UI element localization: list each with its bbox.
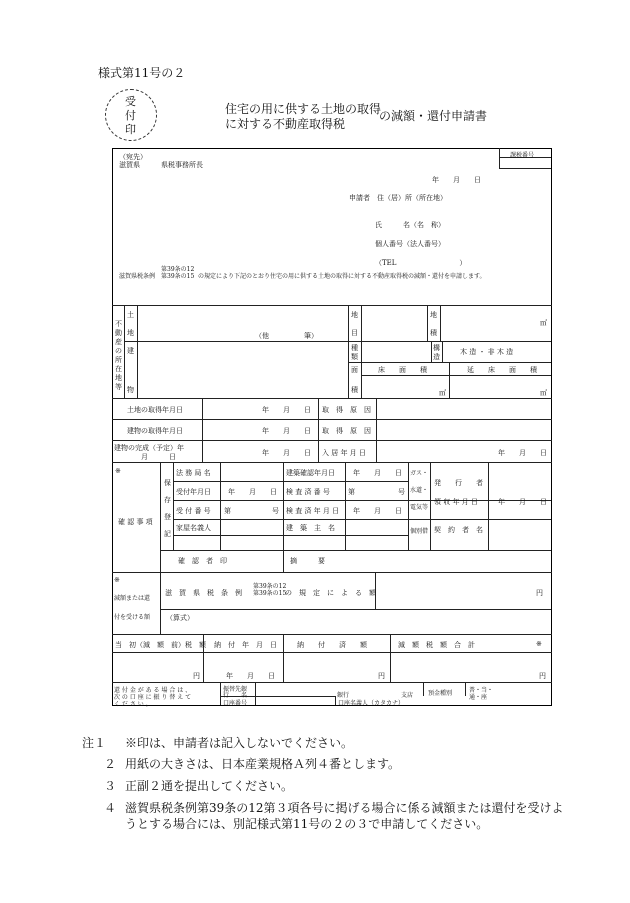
note-3-text: 正副２通を提出してください。 [125, 779, 294, 793]
deposit-opts-2: 通・座 [469, 694, 488, 701]
owner-label: 家屋名義人 [176, 524, 211, 532]
note-4-text-cont: うとする場合には、別記様式第11号の２の３で申請してください。 [125, 817, 489, 831]
summary-yen-1: 円 [193, 672, 200, 680]
summary-label: 摘 要 [290, 557, 325, 565]
note-3-num: ３ [104, 779, 117, 793]
reduction-label-2: 付を受ける額 [114, 614, 151, 621]
summary-col-3: 納 付 済 額 [297, 641, 367, 649]
land-label-1: 土 [127, 311, 134, 319]
land-area-unit: ㎡ [540, 319, 547, 327]
addressee-2: 滋賀県 県税事務所長 [119, 161, 203, 169]
ordinance-articles: 第39条の12 第39条の15 [161, 266, 195, 280]
bldg-type-1: 種 [351, 344, 358, 352]
confirm-mark: ※ [115, 467, 121, 475]
receipt-date-label: 受付年月日 [176, 488, 211, 496]
bank-label-2: 行 名 [223, 692, 248, 699]
receipt-no-dai: 第 [224, 507, 231, 515]
confirm-label: 確 認 事 項 [118, 518, 153, 526]
personal-number-label: 個人番号（法人番号） [375, 240, 445, 248]
land-acq-cause-label: 取 得 原 因 [322, 406, 371, 414]
received-date-value: 年 月 日 [498, 498, 547, 506]
completion-label-2: 月 日 [141, 453, 176, 461]
insp-no-label: 検 査 済 番 号 [286, 488, 330, 496]
bc-date-label: 建築確認年月日 [286, 469, 335, 477]
structure-2: 造 [433, 353, 440, 361]
note-4-num: ４ [104, 801, 117, 815]
ordinance-prefix: 滋賀県税条例 [119, 273, 156, 280]
applicant-address-label: 申請者 住（居）所（所在地） [349, 194, 447, 202]
bldg-area-1: 面 [351, 366, 358, 374]
insp-date-value: 年 月 日 [353, 507, 402, 515]
note-1-num: 注１ [82, 736, 107, 750]
title-line-1: 住宅の用に供する土地の取得 [225, 102, 382, 116]
account-holder-label: 口座名義人（カタカナ） [338, 700, 405, 707]
bldg-label-1: 建 [127, 347, 134, 355]
hozon-3: 登 [164, 513, 171, 521]
note-2-text: 用紙の大きさは、日本産業規格Ａ列４番とします。 [125, 757, 401, 771]
bank-label-1: 振替先銀 [223, 686, 248, 693]
application-date: 年 月 日 [432, 176, 481, 184]
refund-text-1: 還 付 金 が あ る 場 合 は 、 [114, 687, 192, 694]
refund-text-2: 次 の 口 座 に 振 り 替 え て [114, 694, 192, 701]
land-area-1: 地 [430, 311, 437, 319]
summary-col-1: 当 初（減 額 前）税 額 [115, 641, 206, 649]
deposit-opts-1: 普・当・ [469, 687, 494, 694]
floor-area-unit: ㎡ [439, 389, 446, 397]
structure-1: 構 [433, 344, 440, 352]
receipt-date-value: 年 月 日 [228, 488, 277, 496]
reduction-yen: 円 [536, 589, 543, 597]
floor-area-label: 床 面 積 [378, 366, 427, 374]
other-parcels: （他 筆） [255, 332, 318, 340]
reduction-basis-suffix: の 規 定 に よ る 額 [285, 589, 376, 597]
tax-number-label: 課税番号 [510, 152, 535, 159]
reduction-articles: 第39条の12 第39条の15 [253, 583, 287, 597]
hozon-1: 保 [164, 479, 171, 487]
reduction-label-1: 減額または還 [114, 595, 151, 602]
move-in-date-value: 年 月 日 [498, 449, 547, 457]
applicant-name-label: 氏 名（名 称） [375, 221, 445, 229]
location-side-label: 不動産の所在地等 [115, 320, 122, 391]
receipt-no-label: 受 付 番 号 [176, 507, 211, 515]
shiten-label: 支店 [401, 692, 414, 699]
bldg-acq-cause-label: 取 得 原 因 [322, 427, 371, 435]
refund-text-3: く だ さ い 。 [114, 701, 152, 708]
bldg-type-2: 類 [351, 353, 358, 361]
ordinance-text: の規定により下記のとおり住宅の用に供する土地の取得に対する不動産取得税の減額・還付を申請します。 [198, 273, 486, 280]
reduction-calc: （算式） [166, 614, 194, 622]
bldg-acq-date-label: 建物の取得年月日 [127, 427, 183, 435]
summary-yen-3: 円 [539, 672, 546, 680]
land-category-1: 地 [351, 311, 358, 319]
move-in-date-label: 入 居 年 月 日 [322, 449, 366, 457]
completion-label-1: 建物の完成（予定）年 [114, 444, 184, 452]
bldg-label-2: 物 [127, 386, 134, 394]
land-acq-date-label: 土地の取得年月日 [127, 406, 183, 414]
note-4-text: 滋賀県税条例第39条の12第３項各号に掲げる場合に係る減額または還付を受けよ [125, 801, 564, 815]
confirmer-label: 確 認 者 印 [178, 557, 227, 565]
land-category-2: 目 [351, 329, 358, 337]
received-date-label: 領 収 年 月 日 [434, 498, 478, 506]
account-no-label: 口座番号 [223, 700, 248, 707]
total-area-unit: ㎡ [540, 389, 547, 397]
summary-col-2: 納 付 年 月 日 [214, 641, 277, 649]
issuer-label: 発 行 者 [434, 479, 483, 487]
note-1-text: ※印は、申請者は記入しないでください。 [125, 736, 354, 750]
utility-2: 水道・ [410, 487, 429, 494]
reduction-mark: ※ [114, 576, 120, 584]
hozon-2: 存 [164, 496, 171, 504]
reduction-basis-prefix: 滋 賀 県 税 条 例 [165, 589, 242, 597]
bldg-area-2: 積 [351, 386, 358, 394]
deposit-type-label: 預金種別 [428, 690, 453, 697]
addressee-1: （宛先） [119, 153, 147, 161]
summary-col-4: 減 額 税 額 合 計 [398, 641, 475, 649]
tel-label: （TEL ） [375, 259, 467, 267]
tenant-label: 個別借 [410, 528, 429, 535]
land-area-2: 積 [430, 329, 437, 337]
summary-yen-2: 円 [378, 672, 385, 680]
reception-stamp: 受 付 印 [105, 89, 157, 141]
completion-date-value: 年 月 日 [262, 449, 311, 457]
insp-no-dai: 第 [348, 488, 355, 496]
land-label-2: 地 [127, 329, 134, 337]
registry-label: 法 務 局 名 [176, 469, 211, 477]
land-acq-date-value: 年 月 日 [262, 406, 311, 414]
summary-date: 年 月 日 [226, 672, 275, 680]
hozon-4: 記 [164, 530, 171, 538]
summary-mark: ※ [536, 640, 542, 648]
receipt-no-go: 号 [272, 507, 279, 515]
form-number: 様式第11号の２ [98, 66, 186, 80]
note-2-num: ２ [104, 757, 117, 771]
title-line-3: の減額・還付申請書 [379, 109, 488, 123]
title-line-2: に対する不動産取得税 [225, 117, 346, 131]
ginko-label: 銀行 [337, 692, 350, 699]
builder-label: 建 築 主 名 [286, 524, 335, 532]
structure-value: 木 造 ・ 非 木 造 [460, 348, 514, 356]
bc-date-value: 年 月 日 [353, 469, 402, 477]
utility-3: 電気等 [410, 504, 429, 511]
total-floor-area-label: 延 床 面 積 [467, 366, 537, 374]
insp-date-label: 検 査 済 年 月 日 [286, 507, 340, 515]
utility-1: ガス・ [410, 470, 429, 477]
bldg-acq-date-value: 年 月 日 [262, 427, 311, 435]
contractor-label: 契 約 者 名 [434, 526, 483, 534]
insp-no-go: 号 [398, 488, 405, 496]
